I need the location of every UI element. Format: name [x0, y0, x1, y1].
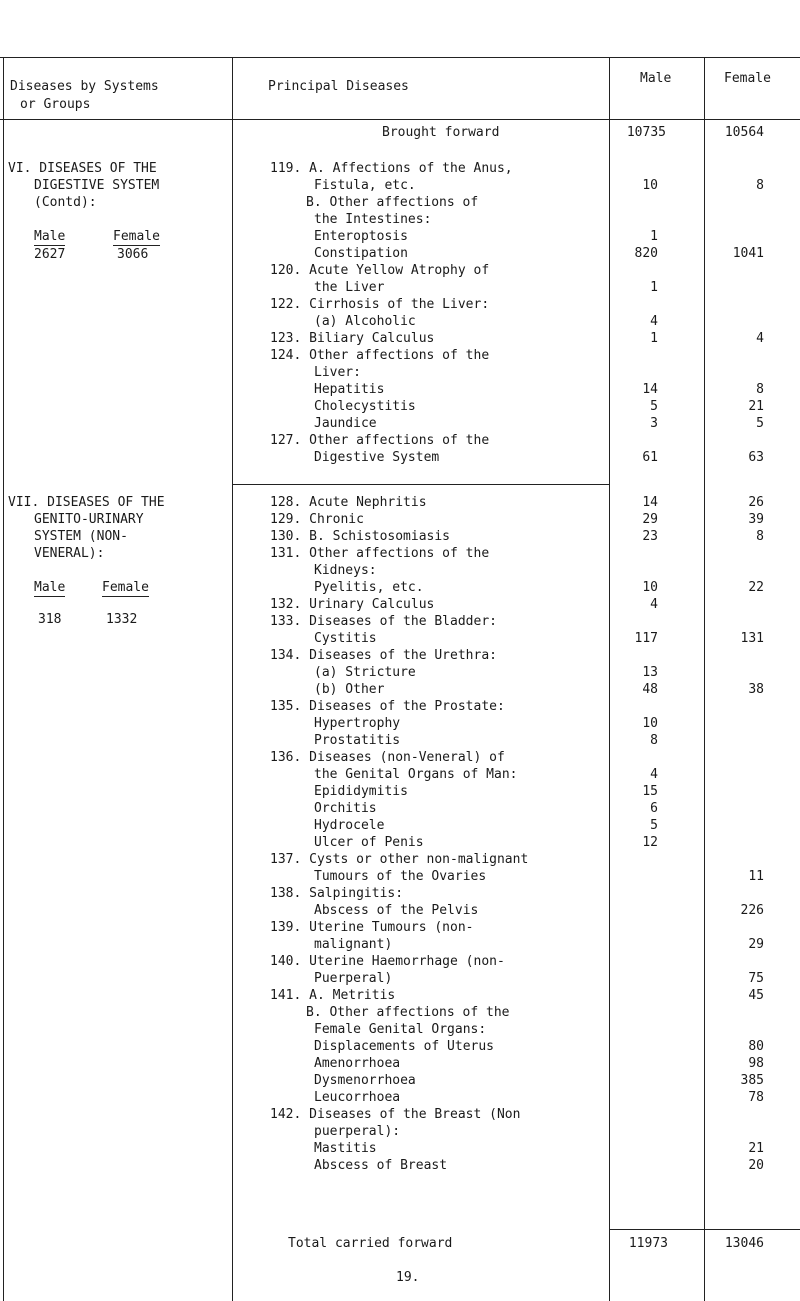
- disease-row-label: malignant): [314, 937, 393, 952]
- disease-row-female-value: 11: [748, 869, 764, 884]
- disease-row-female-value: 29: [748, 937, 764, 952]
- disease-row-label: Abscess of the Pelvis: [314, 903, 479, 918]
- disease-row-male-value: 29: [642, 512, 658, 527]
- disease-row-label: B. Other affections of: [306, 195, 479, 210]
- disease-row-label: Kidneys:: [314, 563, 377, 578]
- disease-row-female-value: 8: [756, 178, 764, 193]
- brought-forward-female: 10564: [724, 125, 764, 140]
- disease-row-label: 140. Uterine Haemorrhage (non-: [270, 954, 505, 969]
- disease-row-label: Displacements of Uterus: [314, 1039, 495, 1054]
- disease-row-male-value: 117: [634, 631, 658, 646]
- disease-row-female-value: 226: [740, 903, 764, 918]
- disease-row-label: (a) Stricture: [314, 665, 416, 680]
- disease-row-label: 131. Other affections of the: [270, 546, 490, 561]
- section-vi-female-total: 3066: [117, 247, 149, 262]
- disease-row-female-value: 80: [748, 1039, 764, 1054]
- disease-row-label: 128. Acute Nephritis: [270, 495, 427, 510]
- header-systems-line2: or Groups: [20, 97, 91, 112]
- disease-row-label: Tumours of the Ovaries: [314, 869, 487, 884]
- disease-row-label: Puerperal): [314, 971, 393, 986]
- total-rule-male: [609, 1229, 704, 1230]
- disease-row-male-value: 1: [650, 331, 658, 346]
- disease-row-female-value: 1041: [732, 246, 764, 261]
- disease-row-label: 139. Uterine Tumours (non-: [270, 920, 474, 935]
- disease-row-female-value: 22: [748, 580, 764, 595]
- col-divider-3: [704, 57, 705, 1301]
- disease-row-female-value: 78: [748, 1090, 764, 1105]
- disease-row-male-value: 48: [642, 682, 658, 697]
- header-principal-diseases: Principal Diseases: [268, 79, 409, 94]
- disease-row-male-value: 4: [650, 767, 658, 782]
- disease-row-label: 134. Diseases of the Urethra:: [270, 648, 497, 663]
- disease-row-male-value: 61: [642, 450, 658, 465]
- disease-row-label: 130. B. Schistosomiasis: [270, 529, 451, 544]
- disease-row-label: Pyelitis, etc.: [314, 580, 424, 595]
- col-divider-1: [232, 57, 233, 1301]
- disease-row-female-value: 5: [756, 416, 764, 431]
- section-vii-title-4: VENERAL):: [34, 546, 105, 561]
- disease-row-label: 137. Cysts or other non-malignant: [270, 852, 529, 867]
- disease-row-label: Leucorrhoea: [314, 1090, 401, 1105]
- disease-row-label: 142. Diseases of the Breast (Non: [270, 1107, 521, 1122]
- disease-row-female-value: 98: [748, 1056, 764, 1071]
- disease-row-label: 141. A. Metritis: [270, 988, 396, 1003]
- section-vi-title-1: VI. DISEASES OF THE: [8, 161, 157, 176]
- disease-row-female-value: 8: [756, 382, 764, 397]
- brought-forward-label: Brought forward: [382, 125, 500, 140]
- disease-row-label: B. Other affections of the: [306, 1005, 510, 1020]
- disease-row-male-value: 6: [650, 801, 658, 816]
- header-female: Female: [724, 71, 771, 86]
- disease-row-female-value: 4: [756, 331, 764, 346]
- disease-row-label: the Liver: [314, 280, 385, 295]
- section-vi-female-label: Female: [113, 229, 160, 244]
- disease-row-label: Orchitis: [314, 801, 377, 816]
- disease-row-label: Abscess of Breast: [314, 1158, 448, 1173]
- col-divider-2: [609, 57, 610, 1301]
- header-male: Male: [640, 71, 672, 86]
- total-rule-female: [704, 1229, 800, 1230]
- disease-row-label: Amenorrhoea: [314, 1056, 401, 1071]
- disease-row-female-value: 26: [748, 495, 764, 510]
- disease-row-label: (b) Other: [314, 682, 385, 697]
- disease-row-label: Ulcer of Penis: [314, 835, 424, 850]
- disease-row-label: 138. Salpingitis:: [270, 886, 404, 901]
- disease-row-female-value: 45: [748, 988, 764, 1003]
- disease-row-label: (a) Alcoholic: [314, 314, 416, 329]
- disease-row-female-value: 21: [748, 399, 764, 414]
- total-male: 11973: [628, 1236, 668, 1251]
- disease-row-male-value: 12: [642, 835, 658, 850]
- section-vi-male-label: Male: [34, 229, 66, 244]
- left-border: [3, 57, 4, 1301]
- total-carried-forward-label: Total carried forward: [288, 1236, 453, 1251]
- disease-row-label: Prostatitis: [314, 733, 401, 748]
- section-vii-female-total: 1332: [106, 612, 138, 627]
- disease-row-label: Cystitis: [314, 631, 377, 646]
- disease-row-male-value: 4: [650, 597, 658, 612]
- disease-row-female-value: 21: [748, 1141, 764, 1156]
- disease-row-male-value: 10: [642, 716, 658, 731]
- disease-row-female-value: 39: [748, 512, 764, 527]
- disease-row-label: Hypertrophy: [314, 716, 401, 731]
- disease-row-label: Epididymitis: [314, 784, 408, 799]
- disease-row-male-value: 5: [650, 399, 658, 414]
- disease-row-male-value: 10: [642, 580, 658, 595]
- disease-row-label: Mastitis: [314, 1141, 377, 1156]
- disease-row-male-value: 10: [642, 178, 658, 193]
- disease-row-label: Hepatitis: [314, 382, 385, 397]
- section-vii-title-2: GENITO-URINARY: [34, 512, 144, 527]
- page-number: 19.: [396, 1270, 420, 1285]
- disease-row-male-value: 3: [650, 416, 658, 431]
- disease-row-female-value: 63: [748, 450, 764, 465]
- section-vii-title-1: VII. DISEASES OF THE: [8, 495, 165, 510]
- disease-row-label: Dysmenorrhoea: [314, 1073, 416, 1088]
- disease-row-label: 136. Diseases (non-Veneral) of: [270, 750, 505, 765]
- disease-row-label: 122. Cirrhosis of the Liver:: [270, 297, 490, 312]
- header-bottom-rule: [0, 119, 800, 120]
- disease-row-female-value: 75: [748, 971, 764, 986]
- table-top-rule: [0, 57, 800, 58]
- section-vii-female-label: Female: [102, 580, 149, 595]
- disease-row-female-value: 38: [748, 682, 764, 697]
- brought-forward-male: 10735: [626, 125, 666, 140]
- disease-row-label: Female Genital Organs:: [314, 1022, 487, 1037]
- section-rule: [232, 484, 609, 485]
- disease-row-label: Digestive System: [314, 450, 440, 465]
- disease-row-label: 119. A. Affections of the Anus,: [270, 161, 513, 176]
- total-female: 13046: [724, 1236, 764, 1251]
- disease-row-label: the Intestines:: [314, 212, 432, 227]
- section-vi-title-2: DIGESTIVE SYSTEM: [34, 178, 160, 193]
- section-vi-male-total: 2627: [34, 247, 66, 262]
- disease-row-label: Hydrocele: [314, 818, 385, 833]
- disease-row-male-value: 5: [650, 818, 658, 833]
- disease-row-label: Fistula, etc.: [314, 178, 416, 193]
- disease-row-male-value: 1: [650, 229, 658, 244]
- disease-row-male-value: 14: [642, 495, 658, 510]
- disease-row-female-value: 385: [740, 1073, 764, 1088]
- disease-row-label: 133. Diseases of the Bladder:: [270, 614, 497, 629]
- disease-row-male-value: 23: [642, 529, 658, 544]
- disease-row-label: the Genital Organs of Man:: [314, 767, 518, 782]
- disease-row-label: Cholecystitis: [314, 399, 416, 414]
- disease-row-label: Enteroptosis: [314, 229, 408, 244]
- disease-row-label: Constipation: [314, 246, 408, 261]
- section-vi-title-3: (Contd):: [34, 195, 97, 210]
- disease-row-label: 123. Biliary Calculus: [270, 331, 435, 346]
- disease-row-label: 127. Other affections of the: [270, 433, 490, 448]
- section-vii-title-3: SYSTEM (NON-: [34, 529, 128, 544]
- disease-row-female-value: 8: [756, 529, 764, 544]
- disease-row-male-value: 13: [642, 665, 658, 680]
- disease-row-male-value: 8: [650, 733, 658, 748]
- section-vii-male-total: 318: [38, 612, 62, 627]
- disease-row-label: Jaundice: [314, 416, 377, 431]
- disease-row-label: 132. Urinary Calculus: [270, 597, 435, 612]
- section-vii-male-label: Male: [34, 580, 66, 595]
- disease-row-female-value: 131: [740, 631, 764, 646]
- disease-row-male-value: 1: [650, 280, 658, 295]
- disease-row-label: Liver:: [314, 365, 361, 380]
- header-systems-line1: Diseases by Systems: [10, 79, 159, 94]
- disease-row-label: 124. Other affections of the: [270, 348, 490, 363]
- disease-row-male-value: 4: [650, 314, 658, 329]
- disease-row-female-value: 20: [748, 1158, 764, 1173]
- disease-row-male-value: 15: [642, 784, 658, 799]
- disease-row-label: 129. Chronic: [270, 512, 364, 527]
- disease-row-label: 120. Acute Yellow Atrophy of: [270, 263, 490, 278]
- disease-row-male-value: 820: [634, 246, 658, 261]
- disease-row-label: 135. Diseases of the Prostate:: [270, 699, 505, 714]
- disease-row-male-value: 14: [642, 382, 658, 397]
- disease-row-label: puerperal):: [314, 1124, 401, 1139]
